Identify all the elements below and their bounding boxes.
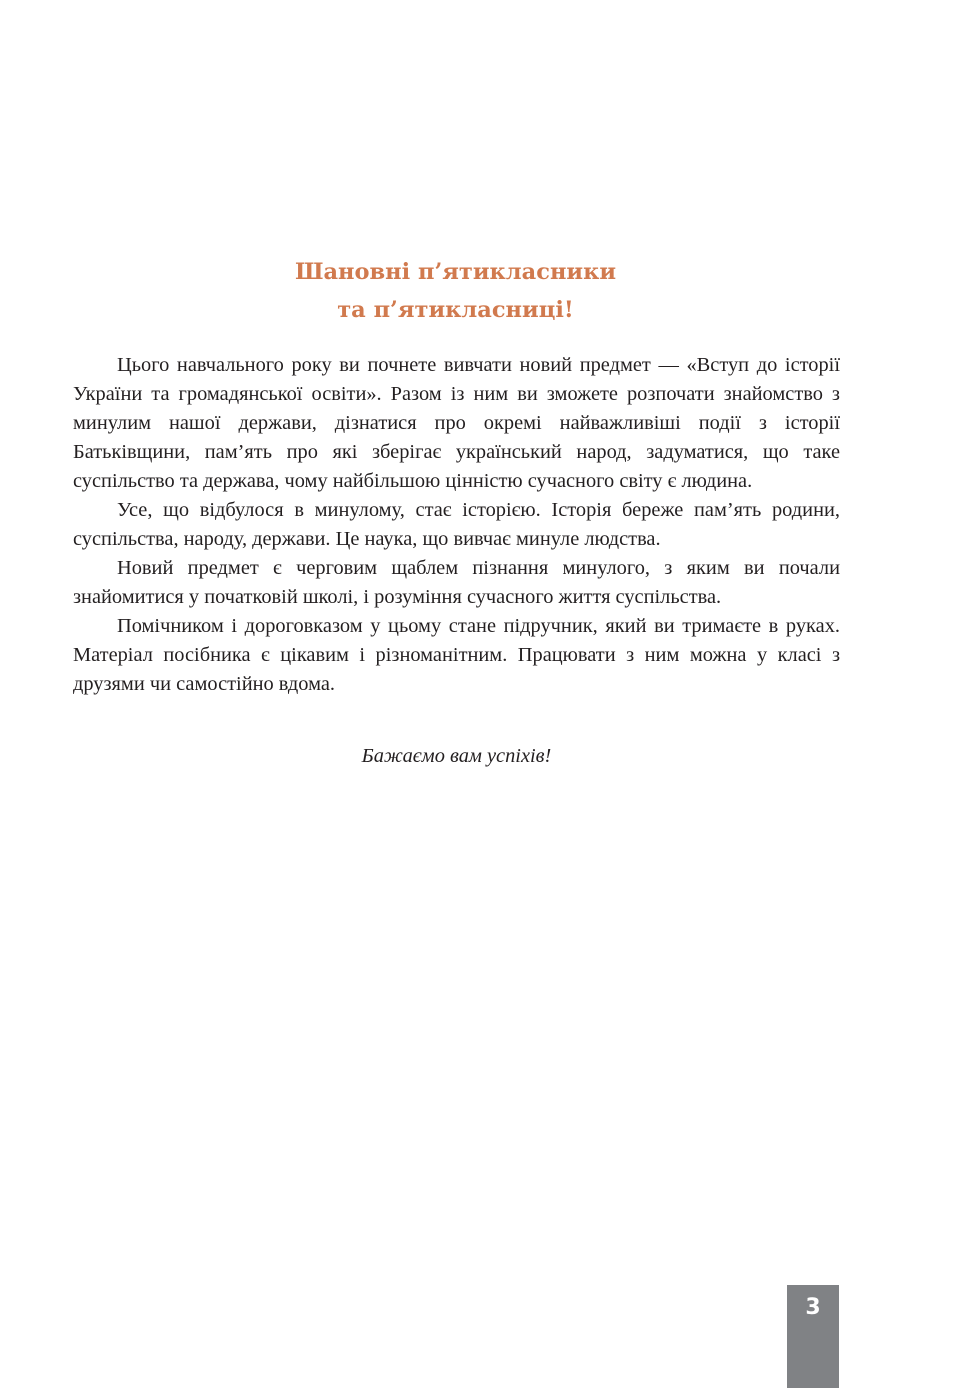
paragraph-3: Новий предмет є черговим щаблем пізнання минулого, з яким ви почали знайомитися у початковій школі, і розуміння сучасного життя суспільства. <box>73 557 840 608</box>
paragraph-2: Усе, що відбулося в минулому, стає історією. Історія береже пам’ять родини, суспільства, народу, держави. Це наука, що вивчає минуле людства. <box>73 499 840 550</box>
paragraph-4: Помічником і дороговказом у цьому стане підручник, який ви тримаєте в руках. Матеріал посібника є цікавим і різноманітним. Працювати з ним можна у класі з друзями чи самостійно вдома. <box>73 615 840 695</box>
body-text <box>73 351 840 699</box>
page-number-tab <box>787 1285 839 1388</box>
heading-line-2: та п’ятикласниці! <box>337 297 574 323</box>
page-number: 3 <box>805 1295 821 1320</box>
paragraph-1: Цього навчального року ви почнете вивчати новий предмет — «Вступ до історії України та громадянської освіти». Разом із ним ви зможете розпочати знайомство з минулим нашої держави, дізнатися про окремі найважливіші події з історії Батьківщини, пам’ять про які зберігає український народ, задуматися, що таке суспільство та держава, чому найбільшою цінністю сучасного світу є людина. <box>73 354 840 492</box>
closing-wish: Бажаємо вам успіхів! <box>361 745 552 767</box>
page-heading <box>73 253 838 329</box>
heading-line-1: Шановні п’ятикласники <box>294 259 617 285</box>
